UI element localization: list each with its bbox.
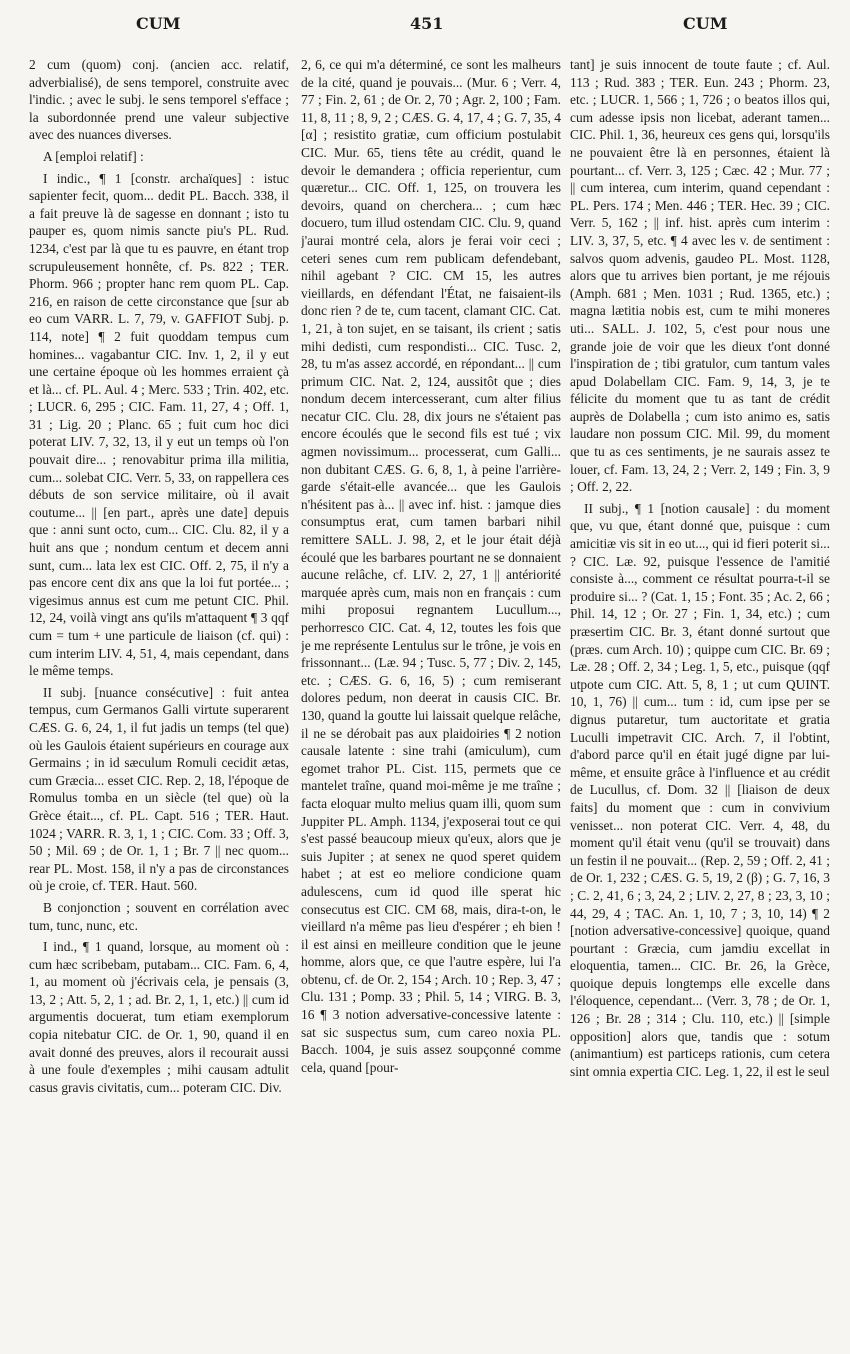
column-3 bbox=[570, 56, 830, 1346]
header-left-headword: CUM bbox=[136, 14, 181, 33]
entry-paragraph: I ind., ¶ 1 quand, lorsque, au moment où : cum hæc scribebam, putabam... CIC. Fam. 6, 4, 1, au moment où j'écrivais cela, je pensais (3, 13, 2 ; Att. 5, 2, 1 ; ad. Br. 2, 1, 1, etc.) || cum id argumentis docuerat, tum etiam exemplorum copia nitebatur CIC. de Or. 1, 90, quand il en avait donné des preuves, alors il recourait aussi à une foule d'exemples ; mihi causam adtulit casus gravis civitatis, cum... poteram CIC. Div. bbox=[29, 939, 289, 1095]
entry-paragraph: 2, 6, ce qui m'a déterminé, ce sont les malheurs de la cité, quand je pouvais... (Mur. 6 ; Verr. 4, 77 ; Fin. 2, 61 ; de Or. 2, 70 ; Agr. 2, 100 ; Fam. 11, 8, 11 ; 8, 9, 2 ; CÆS. G. 4, 17, 4 ; G. 7, 35, 4 [α] ; resistito gratiæ, cum officium postulabit CIC. Mur. 65, tiens tête au crédit, quand le devoir le demandera ; officia reperientur, cum quæretur... CIC. Off. 1, 125, on trouvera les devoirs, quand on cherchera... ; cum hæc docuero, tum illud ostendam CIC. Clu. 9, quand j'aurai montré cela, alors je ferai voir ceci ; ceteri senes cum rem publicam defendebant, nihil agebant ? CIC. CM 15, les autres vieillards, en défendant l'État, ne faisaient-ils donc rien ? de te, cum tacent, clamant CIC. Cat. 1, 21, à ton sujet, en se taisant, ils crient ; satis mihi dedisti, cum respondisti... CIC. Tusc. 2, 28, tu m'as assez accordé, en répondant... || cum primum CIC. Nat. 2, 124, aussitôt que ; dies nondum decem intercesserant, cum alter filius necatur CIC. Clu. 28, dix jours ne s'étaient pas encore écoulés que le second fils est tué ; vix agmen novissimum... processerat, cum Galli... non dubitant CÆS. G. 6, 8, 1, à peine l'arrière-garde s'était-elle avancée... que les Gaulois n'hésitent pas à... || avec inf. hist. : jamque dies consumptus erat, cum tamen barbari nihil remittere SALL. J. 98, 2, et le jour était déjà écoulé que les barbares pourtant ne se donnaient aucune relâche, cf. LIV. 2, 27, 1 || antériorité marquée après cum, mais non en français : cum mihi proposui regnantem Lucullum..., perhorresco CIC. Cat. 4, 12, toutes les fois que je me représente Lentulus sur le trône, je vois en frissonnant... (Læ. 94 ; Tusc. 5, 77 ; Div. 2, 145, etc. ; CÆS. G. 6, 16, 5) ; cum remiserant dolores pedum, non deerat in causis CIC. Br. 130, quand la goutte lui laissait quelque relâche, il ne se dérobait pas aux plaidoiries ¶ 2 notion causale latente : sine trahi (amiculum), cum egomet trahor PL. Cist. 115, permets que ce mantelet traîne, quand moi-même je me traîne ; facta eloquar multo melius quam illi, quom sum Juppiter PL. Amph. 1134, j'exposerai tout ce qui s'est passé beaucoup mieux qu'eux, alors que je suis Jupiter ; at senex ne quod speret quidem habet ; at est eo meliore condicione quam adulescens, cum id quod ille sperat hic consecutus est CIC. CM 68, mais, dira-t-on, le vieillard n'a même pas lieu d'espérer ; eh bien ! il est ainsi en meilleure condition que le jeune homme, alors que, ce que l'autre espère, lui l'a obtenu, cf. de Or. 2, 154 ; Arch. 10 ; Rep. 3, 47 ; Clu. 131 ; Pomp. 33 ; Phil. 5, 14 ; VIRG. B. 3, 16 ¶ 3 notion adversative-concessive latente : sat sic suspectus sum, cum careo noxia PL. Bacch. 1004, je suis assez soupçonné comme cela, quand [pour- bbox=[301, 57, 561, 1075]
entry-paragraph: I indic., ¶ 1 [constr. archaïques] : istuc sapienter fecit, quom... dedit PL. Bacch. 338, il a fait preuve là de sagesse en donnant ; isto tu pauper es, quom nimis sancte piu's PL. Rud. 1234, c'est par là que tu es pauvre, en étant trop scrupuleusement honnête, cf. Ps. 822 ; TER. Phorm. 966 ; propter hanc rem quom PL. Cap. 216, en raison de cette circonstance que [sur ab eo cum VARR. L. 7, 79, v. GAFFIOT Subj. p. 114, note] ¶ 2 fuit quoddam tempus cum homines... vagabantur CIC. Inv. 1, 2, il y eut une certaine époque où les hommes erraient çà et là... cf. PL. Aul. 4 ; Merc. 533 ; Trin. 402, etc. ; LUCR. 6, 295 ; CIC. Fam. 11, 27, 4 ; Off. 1, 31 ; Lig. 20 ; Planc. 65 ; fuit cum hoc dici poterat LIV. 7, 32, 13, il y eut un temps où l'on pouvait dire... ; renovabitur prima illa militia, cum... solebat CIC. Verr. 5, 33, on rappellera ces débuts de son service militaire, où il avait coutume... || [en part., après une date] depuis que : anni sunt octo, cum... CIC. Clu. 82, il y a huit ans que ; nondum centum et decem anni sunt, cum... lata lex est CIC. Off. 2, 75, il n'y a pas encore cent dix ans que la loi fut portée... ; vigesimus annus est cum me petunt CIC. Phil. 12, 24, voilà vingt ans qu'ils m'attaquent ¶ 3 qqf cum = tum + une particule de liaison (cf. qui) : cum interim LIV. 4, 51, 4, mais cependant, dans le même temps. bbox=[29, 170, 289, 679]
entry-paragraph: A [emploi relatif] : bbox=[43, 148, 144, 164]
entry-paragraph: B conjonction ; souvent en corrélation avec tum, tunc, nunc, etc. bbox=[29, 899, 289, 933]
entry-paragraph: II subj. [nuance consécutive] : fuit antea tempus, cum Germanos Galli virtute superarent CÆS. G. 6, 24, 1, il fut jadis un temps (tel que) où les Gaulois étaient supérieurs en courage aux Germains ; in id sæculum Romuli cecidit ætas, cum Græcia... esset CIC. Rep. 2, 18, l'époque de Romulus tomba en un siècle (tel que) où la Grèce était..., cf. PL. Capt. 516 ; TER. Haut. 1024 ; VARR. R. 3, 1, 1 ; CIC. Com. 33 ; Off. 3, 50 ; Mil. 69 ; de Or. 1, 1 ; Br. 7 || nec quom... rear PL. Most. 158, il n'y a pas de circonstances où je croie, cf. TER. Haut. 560. bbox=[29, 684, 289, 894]
header-right-headword: CUM bbox=[683, 14, 728, 33]
page-number: 451 bbox=[410, 14, 444, 33]
entry-paragraph: II subj., ¶ 1 [notion causale] : du moment que, vu que, étant donné que, puisque : cum amicitiæ vis sit in eo ut..., qui id fieri poterit si... ? CIC. Læ. 92, puisque l'essence de l'amitié consiste à..., comment ce résultat pourra-t-il se produire si... ? (Cat. 1, 15 ; Font. 35 ; Ac. 2, 66 ; Phil. 14, 12 ; Or. 27 ; Fin. 1, 34, etc.) ; cum præsertim CIC. Br. 3, étant donné surtout que (præs. cum Arch. 10) ; quippe cum CIC. Br. 69 ; Læ. 28 ; Off. 2, 34 ; Leg. 1, 5, etc., puisque (qqf utpote cum CIC. Att. 5, 8, 1 ; ut cum QUINT. 10, 1, 76) || cum... tum : id, cum ipse per se dignus putaretur, tum auctoritate et gratia Luculli impetravit CIC. Arch. 7, il l'obtint, d'abord parce qu'il en était jugé digne par lui-même, et ensuite grâce à l'influence et au crédit de Lucullus, cf. Dom. 32 || [liaison de deux faits] du moment que : cum in convivium venisset... non poterat CIC. Verr. 4, 48, du moment qu'il était venu (qu'il se trouvait) dans un festin il ne pouvait... (Rep. 2, 59 ; Off. 2, 41 ; de Or. 1, 232 ; CÆS. G. 5, 19, 2 (β) ; G. 7, 16, 3 ; C. 2, 41, 6 ; 3, 24, 2 ; LIV. 2, 27, 8 ; 23, 3, 10 ; 44, 29, 4 ; TAC. An. 1, 10, 7 ; 3, 10, 14) ¶ 2 [notion adversative-concessive] quoique, quand pourtant : Græcia, cum jamdiu excellat in eloquentia, tamen... CIC. Br. 26, la Grèce, quoique depuis longtemps elle excelle dans l'éloquence, cependant... (Verr. 3, 78 ; de Or. 1, 126 ; Br. 28 ; 314 ; Clu. 110, etc.) || [simple opposition] alors que, tandis que : sotum (animantium) est particeps rationis, cum cetera sint omnia expertia CIC. Leg. 1, 22, il est le seul bbox=[570, 500, 830, 1079]
column-2 bbox=[301, 56, 561, 1346]
column-1 bbox=[29, 56, 289, 1346]
entry-paragraph: tant] je suis innocent de toute faute ; cf. Aul. 113 ; Rud. 383 ; TER. Eun. 243 ; Phorm. 23, etc. ; LUCR. 1, 566 ; 1, 726 ; o beatos illos qui, cum adesse ipsis non licebat, aderant tamen... CIC. Phil. 1, 36, heureux ces gens qui, lorsqu'ils ne pouvaient être là en personnes, étaient là pourtant... cf. Verr. 3, 125 ; Cæc. 42 ; Mur. 77 ; || cum interea, cum interim, quand cependant : PL. Pers. 174 ; Men. 446 ; TER. Hec. 39 ; CIC. Verr. 5, 162 ; || inf. hist. après cum interim : LIV. 3, 37, 5, etc. ¶ 4 avec les v. de sentiment : salvos quom advenis, gaudeo PL. Most. 1128, alors que tu arrives bien portant, je me réjouis (Amph. 681 ; Men. 1031 ; Rud. 1365, etc.) ; magna lætitia nobis est, cum te mihi moneres uti... SALL. J. 102, 5, c'est pour nous une grande joie de voir que les dieux t'ont donné l'inspiration de ; tibi gratulor, cum tantum vales apud Dolabellam CIC. Fam. 9, 14, 3, je te félicite du moment que tu as tant de crédit auprès de Dolabella ; cum isto animo es, satis laudare non possum CIC. Mil. 99, du moment que tu as ces sentiments, je ne saurais assez te louer, cf. Fam. 13, 24, 2 ; Verr. 2, 149 ; Fin. 3, 9 ; Off. 2, 22. bbox=[570, 57, 830, 495]
running-header bbox=[0, 14, 850, 38]
entry-paragraph: 2 cum (quom) conj. (ancien acc. relatif, adverbialisé), de sens temporel, construite avec l'indic. ; avec le subj. le sens temporel s'efface ; la subordonnée prend une valeur subjective avec des nuances diverses. bbox=[29, 57, 289, 143]
